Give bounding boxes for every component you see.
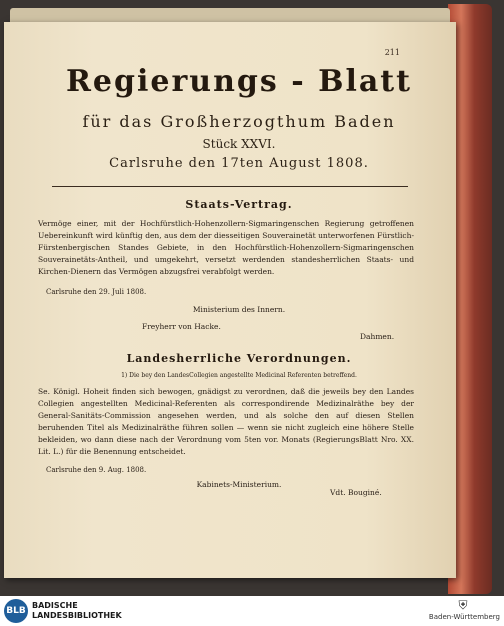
section1-body: Vermöge einer, mit der Hochfürstlich-Hohenzollern-Sigmaringenschen Regierung getroffenen Uebereinkunft wird künftig den, aus dem der diesseitigen Souverainetät unterworfenen Fürstlich-Fürstenbergischen Standes Gebiete, in den Hochfürstlich-Hohenzollern-Sigmaringenschen Souverainetäts-Antheil, und umgekehrt, versetzt werdenden standesherrlichen Staats- und Kirchen-Dienern das Vermögen abzugsfrei verabfolgt werden. (38, 219, 414, 276)
document-page (4, 22, 456, 578)
section2-heading: Landesherrliche Verordnungen. (126, 352, 352, 365)
title-divider (52, 186, 408, 187)
state-label[interactable]: Baden-Württemberg (428, 613, 500, 621)
coat-of-arms-icon: ⛨ (458, 598, 468, 612)
blb-logo-icon[interactable]: BLB (4, 599, 28, 623)
library-name-line2: LANDESBIBLIOTHEK (32, 611, 122, 620)
page-subtitle: für das Großherzogthum Baden (82, 112, 396, 131)
section2-subheading: 1) Die bey den LandesCollegien angestellte Medicinal Referenten betreffend. (121, 372, 357, 379)
viewer-footer (0, 596, 504, 626)
section1-heading: Staats-Vertrag. (185, 198, 293, 211)
section2-signer: Vdt. Bouginé. (330, 488, 382, 497)
issue-number: Stück XXVI. (202, 137, 276, 151)
library-name[interactable] (32, 601, 122, 621)
issue-dateline: Carlsruhe den 17ten August 1808. (109, 156, 369, 171)
page-title: Regierungs - Blatt (65, 64, 413, 99)
page-number: 211 (384, 48, 400, 57)
section1-date: Carlsruhe den 29. Juli 1808. (46, 288, 147, 296)
section1-signer1: Freyherr von Hacke. (142, 322, 221, 331)
section1-signer2: Dahmen. (360, 332, 395, 341)
section1-ministry: Ministerium des Innern. (192, 305, 286, 314)
section2-date: Carlsruhe den 9. Aug. 1808. (46, 466, 147, 474)
section2-body: Se. Königl. Hoheit finden sich bewogen, gnädigst zu verordnen, daß die jeweils bey den Landes Collegien angestellten Medicinal-Referenten als correspondirende Medizinalräthe bey der General-Sanitäts-Commission angesehen werden, und als solche den auf diesen Stellen beruhenden Titel als Medizinalräthe führen sollen — wenn sie nicht zugleich eine höhere Stelle bekleiden, wo dann diese nach der Verordnung vom 5ten vor. Monats (RegierungsBlatt Nro. XX. Lit. L.) für die Benennung entscheidet. (38, 387, 414, 456)
section2-ministry: Kabinets-Ministerium. (196, 480, 282, 489)
library-name-line1: BADISCHE (32, 601, 78, 610)
